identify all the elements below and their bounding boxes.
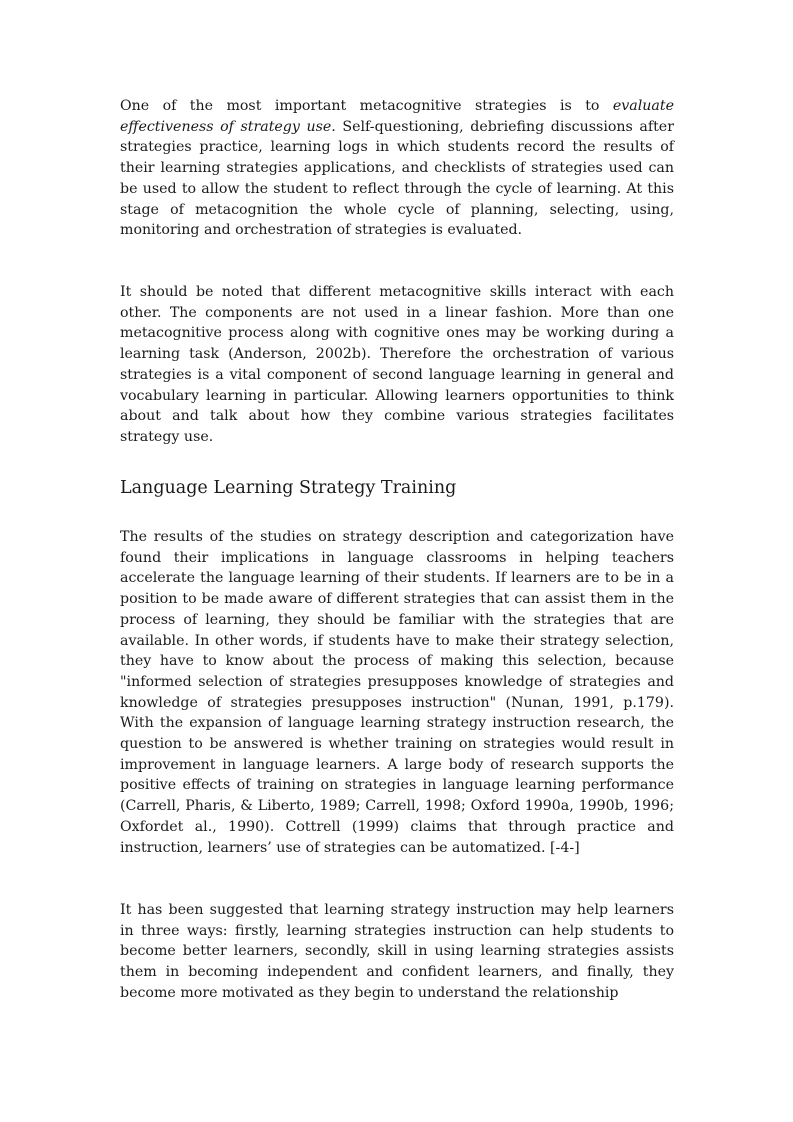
section-heading: Language Learning Strategy Training [120, 478, 457, 498]
paragraph-text: One of the most important metacognitive strategies is to [120, 98, 613, 114]
emphasis-text: evaluate effectiveness of strategy use [120, 98, 674, 135]
paragraph-strategy-research: The results of the studies on strategy description and categorization have found their implications in language classrooms in helping teachers accelerate the language learning of their students. If learners are to be in a position to be made aware of different strategies that can assist them in the process of learning, they should be familiar with the strategies that are available. In other words, if students have to make their strategy selection, they have to know about the process of making this selection, because "informed selection of strategies presupposes knowledge of strategies and knowledge of strategies presupposes instruction" (Nunan, 1991, p.179). With the expansion of language learning strategy instruction research, the question to be answered is whether training on strategies would result in improvement in language learners. A large body of research supports the positive effects of training on strategies in language learning performance (Carrell, Pharis, & Liberto, 1989; Carrell, 1998; Oxford 1990a, 1990b, 1996; Oxfordet al., 1990). Cottrell (1999) claims that through practice and instruction, learners’ use of strategies can be automatized. [-4-] [120, 529, 674, 856]
paragraph-metacognitive-skills: It should be noted that different metacognitive skills interact with each other. The components are not used in a linear fashion. More than one metacognitive process along with cognitive ones may be working during a learning task (Anderson, 2002b). Therefore the orchestration of various strategies is a vital component of second language learning in general and vocabulary learning in particular. Allowing learners opportunities to think about and talk about how they combine various strategies facilitates strategy use. [120, 284, 674, 445]
paragraph-instruction-benefits: It has been suggested that learning strategy instruction may help learners in three ways: firstly, learning strategies instruction can help students to become better learners, secondly, skill in using learning strategies assists them in becoming independent and confident learners, and finally, they become more motivated as they begin to understand the relationship [120, 902, 674, 1001]
paragraph-evaluate-effectiveness [120, 96, 674, 241]
paragraph-text: . Self-questioning, debriefing discussions after strategies practice, learning logs in which students record the results of their learning strategies applications, and checklists of strategies used can be used to allow the student to reflect through the cycle of learning. At this stage of metacognition the whole cycle of planning, selecting, using, monitoring and orchestration of strategies is evaluated. [120, 118, 674, 239]
